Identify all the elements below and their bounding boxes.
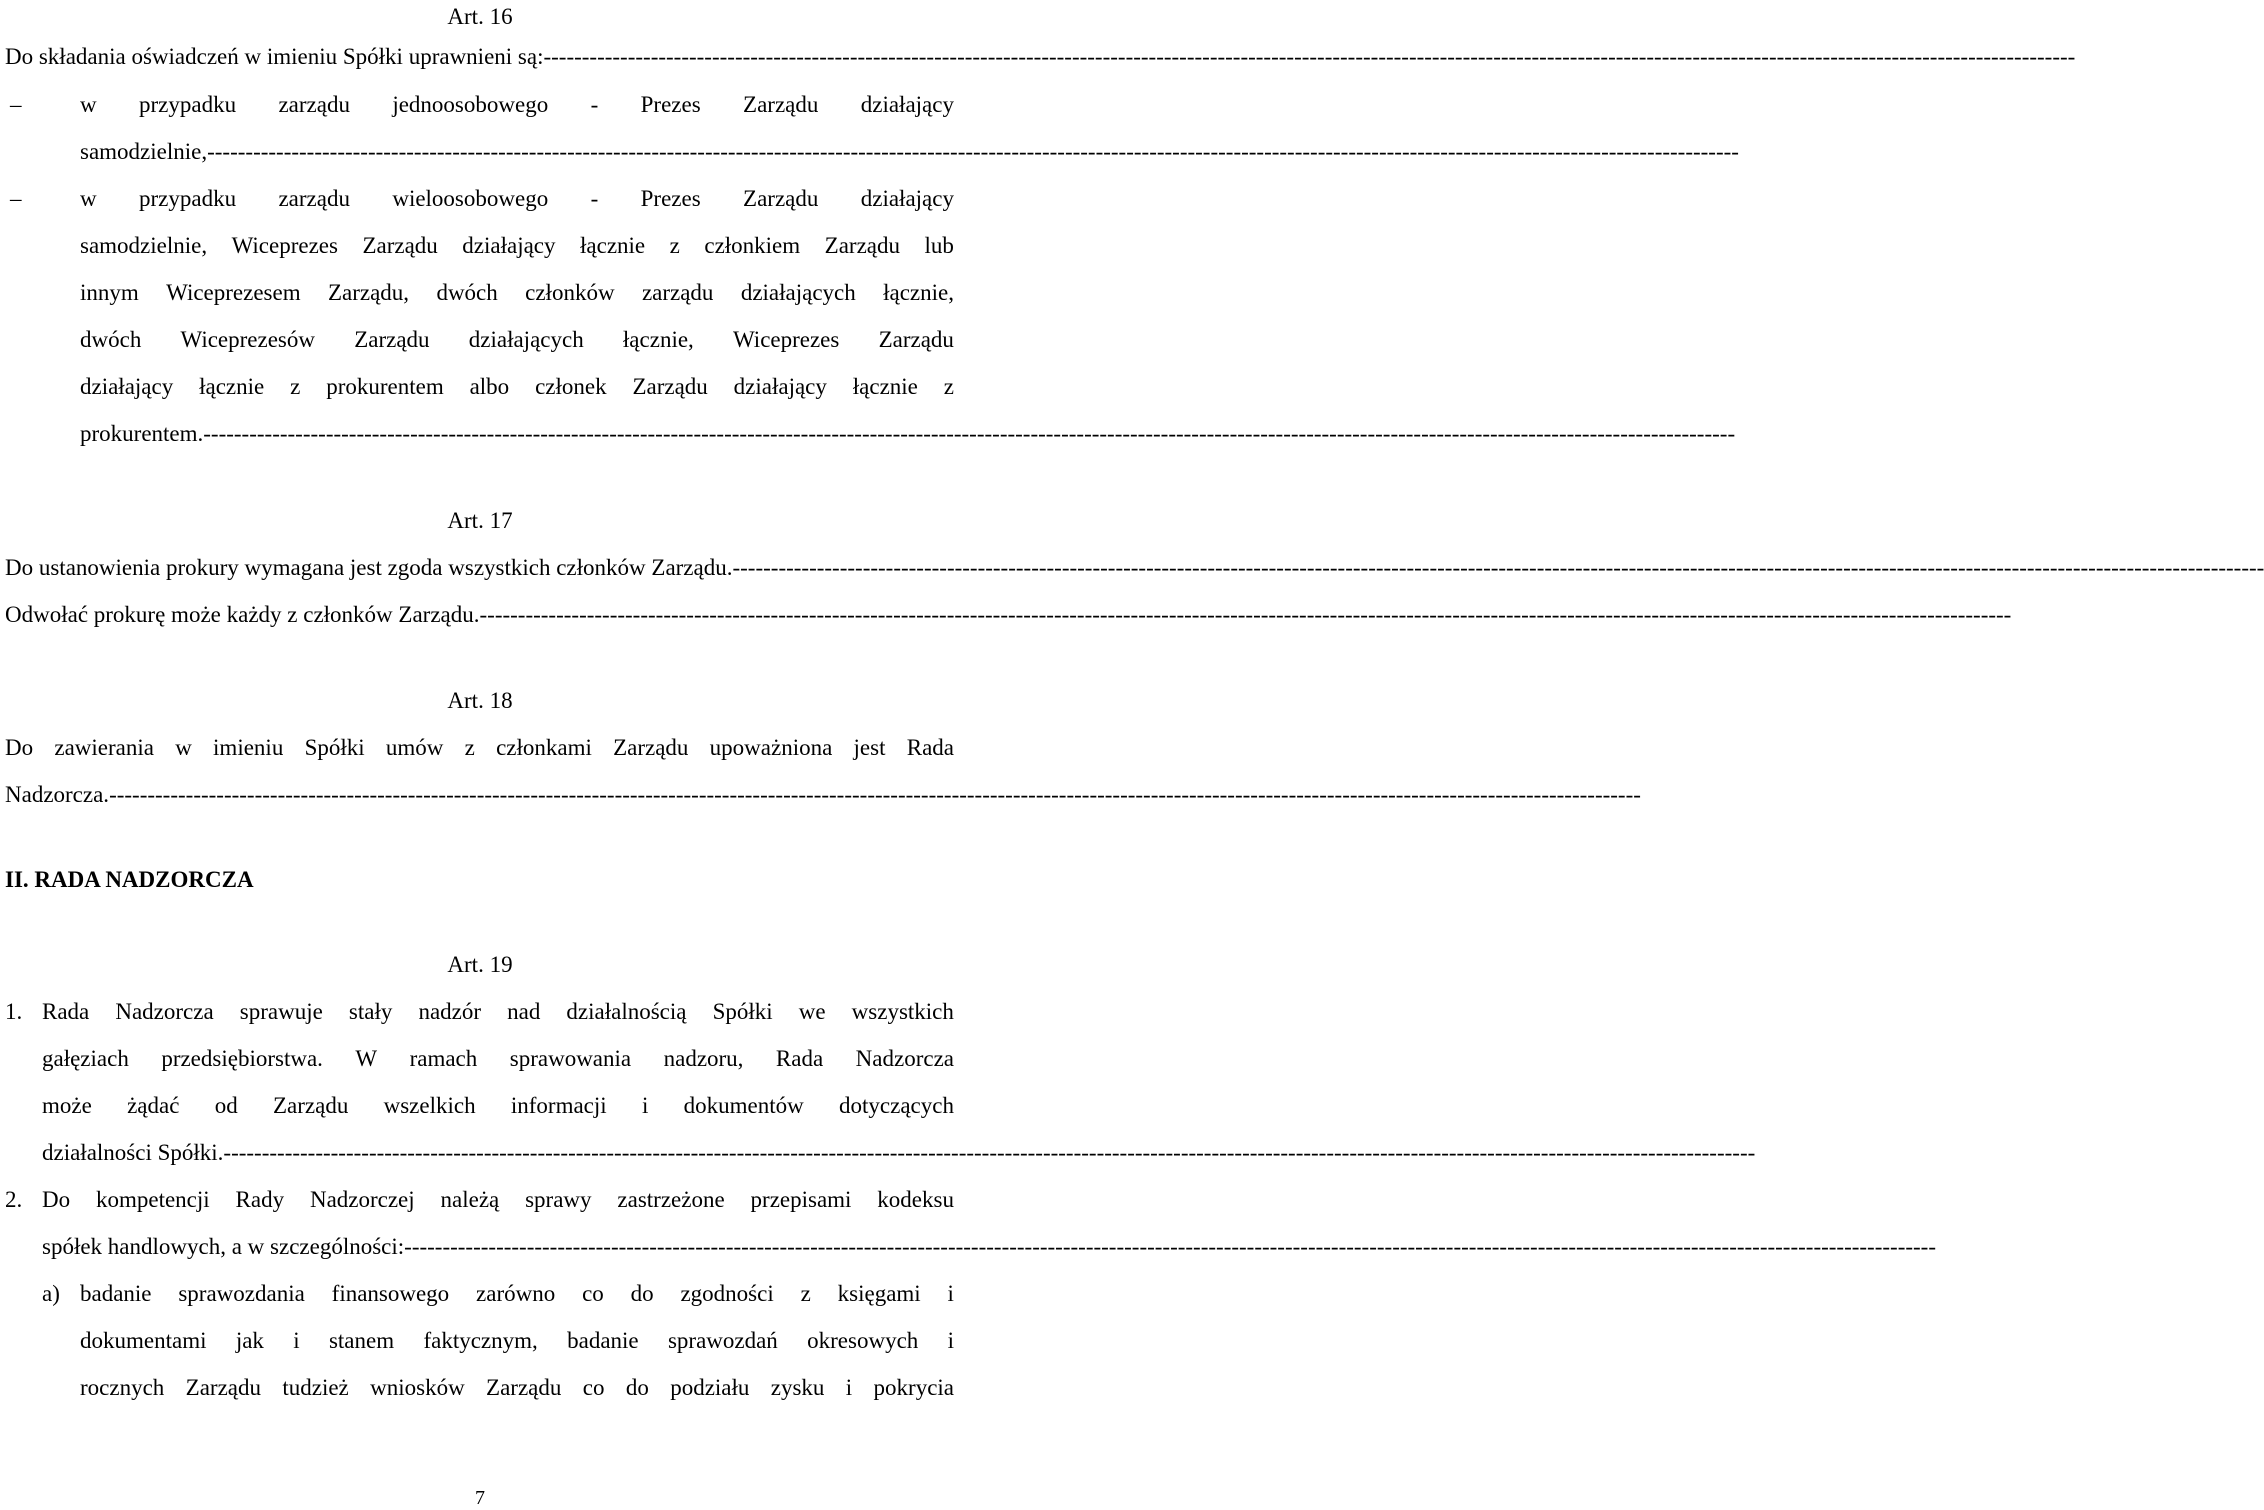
word: stały	[348, 999, 393, 1024]
word: Rada	[42, 999, 90, 1024]
word: od	[214, 1093, 238, 1118]
word: Zarządu	[743, 186, 819, 211]
word: Wiceprezesem	[166, 280, 301, 305]
word: sprawuje	[239, 999, 323, 1024]
art19-p1-line3	[42, 1089, 954, 1123]
art19-p2-line1	[42, 1183, 954, 1217]
word: zgodności	[680, 1281, 774, 1306]
word: pokrycia	[873, 1375, 954, 1400]
word: zarządu	[641, 280, 714, 305]
word: jednoosobowego	[392, 92, 549, 117]
art19-p1-line1	[42, 995, 954, 1029]
word: Do	[5, 735, 34, 760]
word: Zarządu	[362, 233, 438, 258]
art16-b1-line1	[80, 88, 954, 122]
art16-b2-line6	[80, 417, 1736, 451]
word: -	[590, 186, 599, 211]
filler-dashes: --------------------------------------------------------------------------------------------------------------------------------------------------------------------------------------------------------	[207, 139, 1739, 164]
word: Wiceprezesów	[180, 327, 315, 352]
word: kodeksu	[877, 1187, 954, 1212]
word: sprawy	[525, 1187, 592, 1212]
art18-line1	[5, 731, 954, 765]
art16-b2-line5	[80, 370, 954, 404]
word: przypadku	[139, 92, 237, 117]
word: Nadzorcza	[855, 1046, 954, 1071]
word: Zarządu	[613, 735, 689, 760]
word: Zarządu	[743, 92, 819, 117]
word: działający	[860, 186, 954, 211]
word: zawierania	[54, 735, 154, 760]
word: wniosków	[370, 1375, 465, 1400]
word: łącznie,	[622, 327, 694, 352]
word: dwóch	[80, 327, 142, 352]
word: i	[947, 1281, 954, 1306]
word: i	[845, 1375, 853, 1400]
word: działający	[860, 92, 954, 117]
word: Rady	[235, 1187, 285, 1212]
art16-title: Art. 16	[447, 4, 513, 29]
art19-a-line3	[80, 1371, 954, 1405]
word: jak	[235, 1328, 264, 1353]
word: może	[42, 1093, 92, 1118]
word: zarządu	[278, 186, 350, 211]
word: wieloosobowego	[392, 186, 549, 211]
word: Zarządu	[486, 1375, 562, 1400]
word: do	[625, 1375, 649, 1400]
word: łącznie	[580, 233, 646, 258]
word: stanem	[328, 1328, 395, 1353]
word: zarządu	[278, 92, 350, 117]
word: umów	[385, 735, 444, 760]
word: łącznie,	[883, 280, 954, 305]
word: rocznych	[80, 1375, 165, 1400]
word: sprawozdań	[667, 1328, 778, 1353]
word: działalnością	[566, 999, 687, 1024]
word: działający	[733, 374, 827, 399]
word: lub	[924, 233, 954, 258]
word: Wiceprezes	[733, 327, 840, 352]
art17-title: Art. 17	[447, 508, 513, 533]
art19-title: Art. 19	[447, 952, 513, 977]
word: łącznie	[199, 374, 265, 399]
word: Rada	[906, 735, 954, 760]
item-number-2: 2.	[5, 1187, 23, 1212]
word: w	[80, 92, 97, 117]
item-number-1: 1.	[5, 999, 23, 1024]
word: dokumentami	[80, 1328, 207, 1353]
word: działających	[740, 280, 856, 305]
word: prokurentem	[326, 374, 444, 399]
word: albo	[469, 374, 510, 399]
word: zastrzeżone	[617, 1187, 725, 1212]
word: w	[175, 735, 192, 760]
art18-line2-text: Nadzorcza.	[5, 782, 110, 807]
word: gałęziach	[42, 1046, 129, 1071]
word: nadzoru,	[663, 1046, 744, 1071]
word: innym	[80, 280, 139, 305]
word: członkami	[496, 735, 592, 760]
art19-p2-line2	[42, 1230, 1936, 1264]
word: Nadzorczej	[309, 1187, 415, 1212]
art16-b2-line1	[80, 182, 954, 216]
word: Zarządu	[632, 374, 708, 399]
word: podziału	[670, 1375, 750, 1400]
item-letter-a: a)	[42, 1281, 60, 1306]
word: tudzież	[282, 1375, 349, 1400]
art16-b1-line2	[80, 135, 1739, 169]
word: działających	[468, 327, 584, 352]
word: zarówno	[476, 1281, 556, 1306]
word: imieniu	[213, 735, 284, 760]
word: co	[582, 1281, 604, 1306]
word: członków	[525, 280, 615, 305]
word: samodzielnie,	[80, 233, 208, 258]
word: sprawowania	[509, 1046, 632, 1071]
word: co	[582, 1375, 605, 1400]
filler-dashes: --------------------------------------------------------------------------------------------------------------------------------------------------------------------------------------------------------	[543, 44, 2076, 69]
word: przepisami	[750, 1187, 852, 1212]
art19-p1-line4	[42, 1136, 1756, 1170]
word: z	[464, 735, 475, 760]
word: kompetencji	[95, 1187, 210, 1212]
word: faktycznym,	[423, 1328, 538, 1353]
word: w	[80, 186, 97, 211]
word: nadzór	[418, 999, 482, 1024]
word: Nadzorcza	[115, 999, 214, 1024]
word: Spółki	[304, 735, 365, 760]
word: łącznie	[852, 374, 918, 399]
word: jest	[853, 735, 886, 760]
word: nad	[507, 999, 541, 1024]
art17-p1-text: Do ustanowienia prokury wymagana jest zgoda wszystkich członków Zarządu.	[5, 555, 733, 580]
word: z	[669, 233, 680, 258]
word: Zarządu	[824, 233, 900, 258]
filler-dashes: --------------------------------------------------------------------------------------------------------------------------------------------------------------------------------------------------------	[479, 602, 2012, 627]
word: Prezes	[640, 186, 701, 211]
word: przedsiębiorstwa.	[161, 1046, 323, 1071]
art17-p2	[5, 598, 2012, 632]
word: przypadku	[139, 186, 237, 211]
word: okresowych	[807, 1328, 919, 1353]
word: i	[641, 1093, 649, 1118]
dash-bullet-1: –	[10, 92, 22, 117]
art16-b2-line2	[80, 229, 954, 263]
art17-p1	[5, 551, 2264, 585]
word: Zarządu	[273, 1093, 349, 1118]
word: dotyczących	[839, 1093, 954, 1118]
filler-dashes: --------------------------------------------------------------------------------------------------------------------------------------------------------------------------------------------------------	[404, 1234, 1936, 1259]
filler-dashes: --------------------------------------------------------------------------------------------------------------------------------------------------------------------------------------------------------	[109, 782, 1641, 807]
word: informacji	[510, 1093, 607, 1118]
dash-bullet-2: –	[10, 186, 22, 211]
section-heading: II. RADA NADZORCZA	[5, 867, 254, 892]
word: Rada	[775, 1046, 824, 1071]
word: wszelkich	[383, 1093, 476, 1118]
word: z	[943, 374, 954, 399]
word: W	[355, 1046, 378, 1071]
art16-intro-text: Do składania oświadczeń w imieniu Spółki uprawnieni są:	[5, 44, 544, 69]
word: działający	[80, 374, 174, 399]
word: Spółki	[712, 999, 773, 1024]
word: dokumentów	[683, 1093, 804, 1118]
word: Prezes	[640, 92, 701, 117]
page-number: 7	[475, 1487, 485, 1509]
filler-dashes: --------------------------------------------------------------------------------------------------------------------------------------------------------------------------------------------------------	[732, 555, 2264, 580]
word: księgami	[837, 1281, 921, 1306]
word: członkiem	[704, 233, 801, 258]
art16-b2-line6-text: prokurentem.	[80, 421, 204, 446]
word: działający	[462, 233, 556, 258]
word: do	[630, 1281, 654, 1306]
filler-dashes: --------------------------------------------------------------------------------------------------------------------------------------------------------------------------------------------------------	[223, 1140, 1756, 1165]
word: finansowego	[331, 1281, 450, 1306]
word: Wiceprezes	[231, 233, 338, 258]
word: zysku	[770, 1375, 825, 1400]
art18-line2	[5, 778, 1641, 812]
word: z	[290, 374, 301, 399]
art16-b2-line4	[80, 323, 954, 357]
word: ramach	[409, 1046, 478, 1071]
art16-intro	[5, 40, 2076, 74]
art19-p2-line2-text: spółek handlowych, a w szczególności:	[42, 1234, 405, 1259]
word: Zarządu	[185, 1375, 261, 1400]
word: badanie	[80, 1281, 152, 1306]
word: należą	[440, 1187, 500, 1212]
art16-b1-line2-text: samodzielnie,	[80, 139, 208, 164]
word: dwóch	[436, 280, 498, 305]
word: członek	[535, 374, 607, 399]
word: i	[293, 1328, 300, 1353]
word: z	[800, 1281, 811, 1306]
word: i	[947, 1328, 954, 1353]
word: wszystkich	[851, 999, 954, 1024]
word: żądać	[127, 1093, 180, 1118]
word: we	[798, 999, 826, 1024]
art17-p2-text: Odwołać prokurę może każdy z członków Zarządu.	[5, 602, 480, 627]
word: Zarządu	[878, 327, 954, 352]
word: upoważniona	[709, 735, 833, 760]
art19-p1-line4-text: działalności Spółki.	[42, 1140, 224, 1165]
art18-title: Art. 18	[447, 688, 513, 713]
art19-a-line2	[80, 1324, 954, 1358]
word: -	[590, 92, 599, 117]
art16-b2-line3	[80, 276, 954, 310]
word: Zarządu	[354, 327, 430, 352]
word: sprawozdania	[178, 1281, 305, 1306]
word: badanie	[567, 1328, 639, 1353]
art19-p1-line2	[42, 1042, 954, 1076]
filler-dashes: --------------------------------------------------------------------------------------------------------------------------------------------------------------------------------------------------------	[203, 421, 1736, 446]
art19-a-line1	[80, 1277, 954, 1311]
word: Zarządu,	[327, 280, 410, 305]
word: Do	[42, 1187, 71, 1212]
